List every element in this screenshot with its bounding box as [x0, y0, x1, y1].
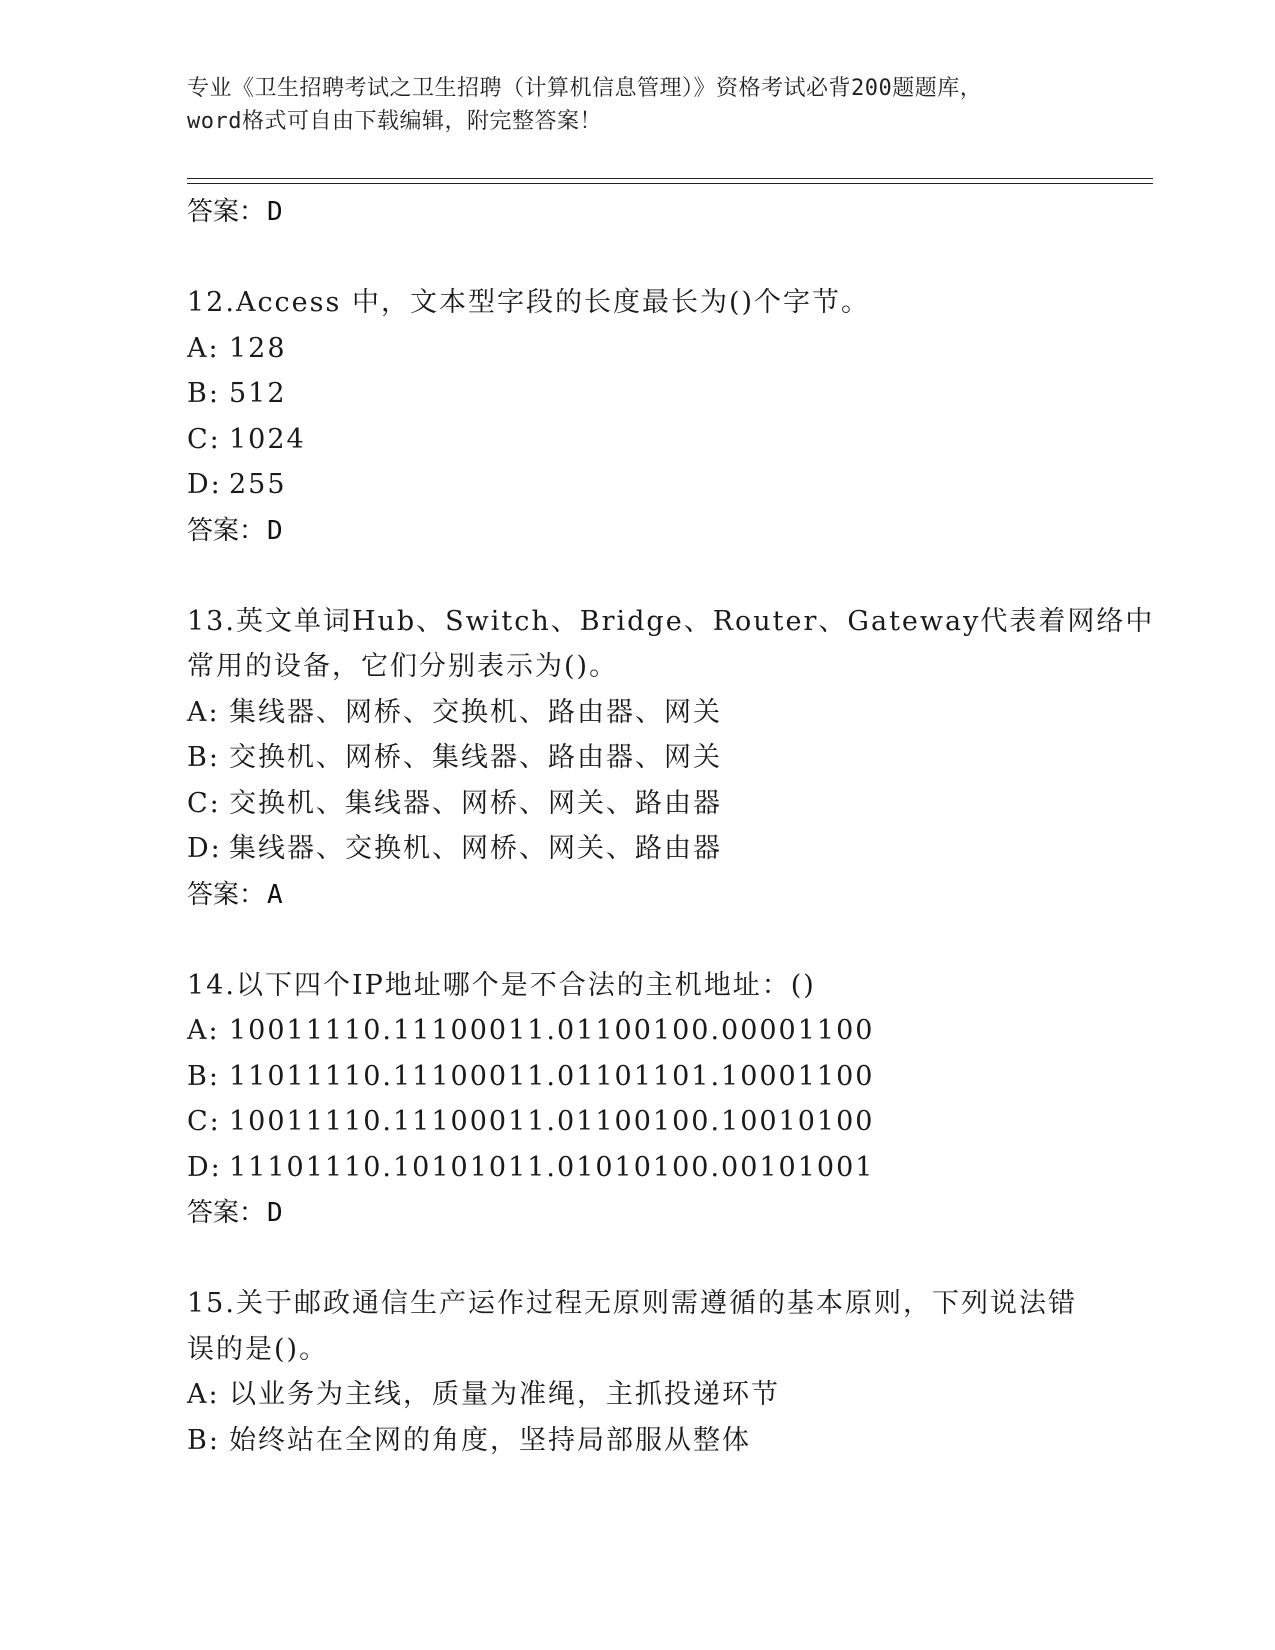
question-block	[187, 280, 1087, 554]
option-b	[187, 371, 1087, 417]
option-letter: C:	[187, 423, 221, 455]
spacer	[187, 918, 1087, 963]
option-text: 10011110.11100011.01100100.10010100	[229, 1106, 875, 1137]
option-letter: C:	[187, 1106, 221, 1137]
option-c	[187, 417, 1087, 463]
question-stem: 13.英文单词Hub、Switch、Bridge、Router、Gateway代表着网络中	[187, 605, 1155, 637]
option-letter: B:	[187, 742, 220, 773]
answer-value: A	[267, 879, 283, 910]
option-text: 始终站在全网的角度，坚持局部服从整体	[229, 1424, 751, 1456]
option-letter: C:	[187, 787, 221, 819]
question-block	[187, 963, 1087, 1237]
option-letter: A:	[187, 696, 220, 728]
option-letter: B:	[187, 378, 220, 409]
answer-label: 答案：	[187, 879, 266, 910]
option-a	[187, 690, 1087, 736]
option-text: 255	[229, 469, 287, 500]
option-a	[187, 326, 1087, 372]
option-b	[187, 1418, 1087, 1464]
question-stem: 误的是()。	[187, 1333, 329, 1365]
answer-value: D	[267, 1198, 283, 1228]
option-letter: D:	[187, 469, 222, 500]
option-a	[187, 1008, 1087, 1054]
header-divider-bottom	[187, 183, 1153, 184]
option-text: 11011110.11100011.01101101.10001100	[229, 1060, 875, 1092]
option-c	[187, 1099, 1087, 1145]
option-c	[187, 781, 1087, 827]
answer-line	[187, 508, 1087, 554]
answer-line	[187, 189, 1087, 235]
question-list	[187, 189, 1155, 1463]
answer-value: D	[267, 515, 283, 546]
question-stem: 14.以下四个IP地址哪个是不合法的主机地址：()	[187, 969, 816, 1001]
option-d	[187, 1145, 1087, 1191]
option-b	[187, 1054, 1087, 1100]
spacer	[187, 1236, 1087, 1281]
question-block	[187, 599, 1155, 918]
option-letter: B:	[187, 1060, 220, 1092]
spacer	[187, 235, 1087, 280]
option-letter: D:	[187, 833, 222, 864]
answer-line	[187, 872, 1087, 918]
option-letter: B:	[187, 1424, 220, 1456]
option-d	[187, 826, 1087, 872]
header-divider-top	[187, 178, 1153, 179]
option-letter: A:	[187, 1015, 220, 1046]
option-text: 集线器、网桥、交换机、路由器、网关	[229, 696, 722, 728]
answer-line	[187, 1190, 1087, 1236]
option-text: 交换机、网桥、集线器、路由器、网关	[229, 742, 722, 773]
answer-label: 答案：	[187, 1198, 266, 1228]
option-text: 以业务为主线，质量为准绳，主抓投递环节	[229, 1379, 780, 1410]
option-text: 512	[229, 378, 287, 409]
option-text: 128	[229, 332, 287, 364]
question-stem: 12.Access 中，文本型字段的长度最长为()个字节。	[187, 287, 871, 318]
question-block	[187, 1281, 1087, 1463]
document-header	[187, 72, 1087, 138]
option-d	[187, 462, 1087, 508]
option-text: 集线器、交换机、网桥、网关、路由器	[229, 833, 722, 864]
option-letter: D:	[187, 1151, 222, 1183]
option-text: 10011110.11100011.01100100.00001100	[229, 1015, 875, 1046]
spacer	[187, 554, 1087, 599]
option-letter: A:	[187, 332, 220, 364]
option-letter: A:	[187, 1379, 220, 1410]
answer-value: D	[267, 197, 283, 227]
header-line-1: 专业《卫生招聘考试之卫生招聘（计算机信息管理）》资格考试必背200题题库，	[187, 76, 983, 101]
option-a	[187, 1372, 1087, 1418]
option-text: 11101110.10101011.01010100.00101001	[229, 1151, 875, 1183]
answer-label: 答案：	[187, 515, 266, 546]
option-b	[187, 735, 1087, 781]
option-text: 交换机、集线器、网桥、网关、路由器	[229, 787, 722, 819]
question-stem: 15.关于邮政通信生产运作过程无原则需遵循的基本原则，下列说法错	[187, 1288, 1077, 1319]
answer-label: 答案：	[187, 197, 266, 227]
question-stem: 常用的设备，它们分别表示为()。	[187, 651, 619, 682]
option-text: 1024	[229, 423, 306, 455]
header-line-2: word格式可自由下载编辑，附完整答案！	[187, 109, 602, 134]
